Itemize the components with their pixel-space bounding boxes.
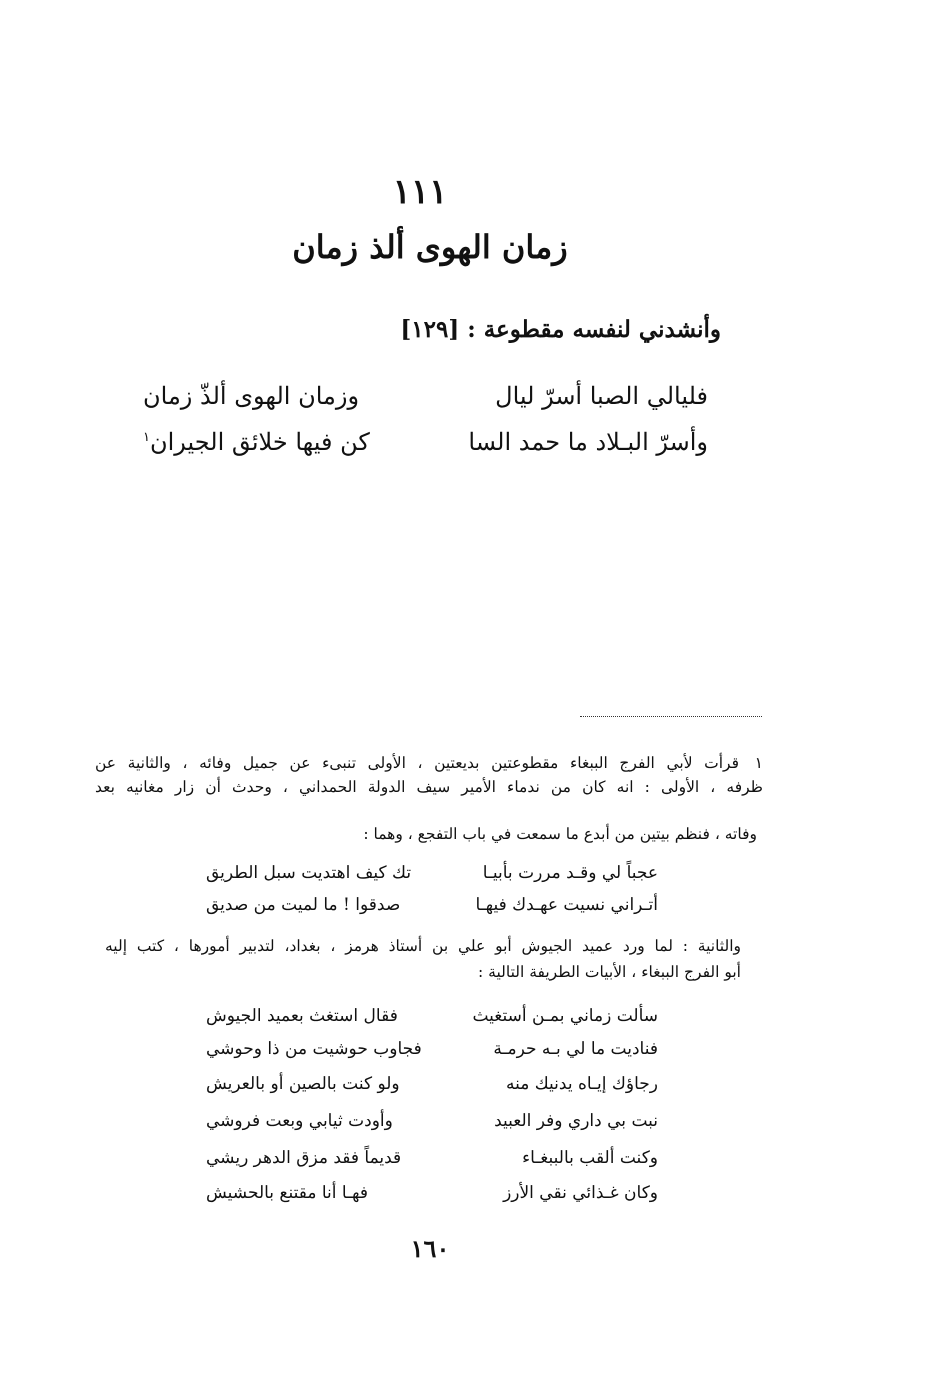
verse-second-hemistich: فهـا أنا مقتنع بالحشيش (206, 1183, 369, 1203)
verse-first-hemistich: رجاؤك إيـاه يدنيك منه (505, 1074, 658, 1094)
footnote-verse (206, 1148, 658, 1178)
footnote-marker: ١ (754, 754, 763, 772)
verse-first-hemistich: سألت زماني بمـن أستغيث (472, 1006, 658, 1026)
poem-title: زمان الهوى ألذ زمان (292, 228, 568, 266)
verse-second-hemistich: قديماً فقد مزق الدهر ريشي (206, 1148, 402, 1168)
verse-second-hemistich: فجاوب حوشيت من ذا وحوشي (206, 1039, 422, 1059)
verse-second-hemistich: فقال استغث بعميد الجيوش (206, 1006, 398, 1026)
verse-second-text: كن فيها خلائق الجيران (149, 428, 370, 456)
poem-verse (143, 382, 708, 422)
footnote-verse (206, 1074, 658, 1104)
footnote-line: وفاته ، فنظم بيتين من أبدع ما سمعت في باب التفجع ، وهما : (363, 825, 757, 843)
poem-number: ١١١ (392, 172, 448, 212)
verse-first-hemistich: وكنت ألقب بالببغـاء (522, 1148, 658, 1168)
verse-first-hemistich: وأسرّ البـلاد ما حمد السا (468, 428, 708, 456)
verse-second-hemistich (143, 428, 370, 456)
footnote-verse (206, 1006, 658, 1036)
footnote-verse (206, 1039, 658, 1069)
footnote-reference: ١ (143, 430, 150, 445)
page-number: ١٦٠ (410, 1234, 450, 1263)
footnote-verse (206, 863, 658, 893)
footnote-line: ظرفه ، الأولى : انه كان من ندماء الأمير سيف الدولة الحمداني ، وحدث أن زار مغانيه بعد (95, 778, 763, 796)
verse-second-hemistich: صدقوا ! ما لميت من صديق (206, 895, 401, 915)
footnote-text: قرأت لأبي الفرج الببغاء مقطوعتين بديعتين ، الأولى تنبىء عن جميل وفائه ، والثانية عن (95, 754, 739, 772)
verse-first-hemistich: نبت بي داري وفر العبيد (494, 1111, 658, 1131)
verse-first-hemistich: عجباً لي وقـد مررت بأبيـا (482, 863, 658, 883)
footnote-line: أبو الفرج الببغاء ، الأبيات الطريفة التالية : (478, 963, 741, 981)
footnote-verse (206, 895, 658, 925)
verse-second-hemistich: ولو كنت بالصين أو بالعريش (206, 1074, 400, 1094)
verse-second-hemistich: وأودت ثيابي وبعت فروشي (206, 1111, 393, 1131)
footnote-line (95, 751, 763, 775)
verse-first-hemistich: وكان غـذائي نقي الأرز (503, 1183, 658, 1203)
poem-verse (143, 428, 708, 468)
footnote-verse (206, 1111, 658, 1141)
footnote-line: والثانية : لما ورد عميد الجيوش أبو علي بن أستاذ هرمز ، بغداد، لتدبير أمورها ، كتب إليه (105, 937, 741, 955)
verse-first-hemistich: أتـراني نسيت عهـدك فيهـا (475, 895, 658, 915)
verse-first-hemistich: فناديت ما لي بـه حرمـة (493, 1039, 658, 1059)
verse-second-hemistich: تك كيف اهتديت سبل الطريق (206, 863, 412, 883)
footnote-divider (580, 716, 762, 717)
poem-intro: وأنشدني لنفسه مقطوعة : [١٢٩] (400, 316, 721, 343)
footnote-verse (206, 1183, 658, 1213)
verse-first-hemistich: فليالي الصبا أسرّ ليال (495, 382, 708, 410)
verse-second-hemistich: وزمان الهوى ألذّ زمان (143, 382, 360, 410)
